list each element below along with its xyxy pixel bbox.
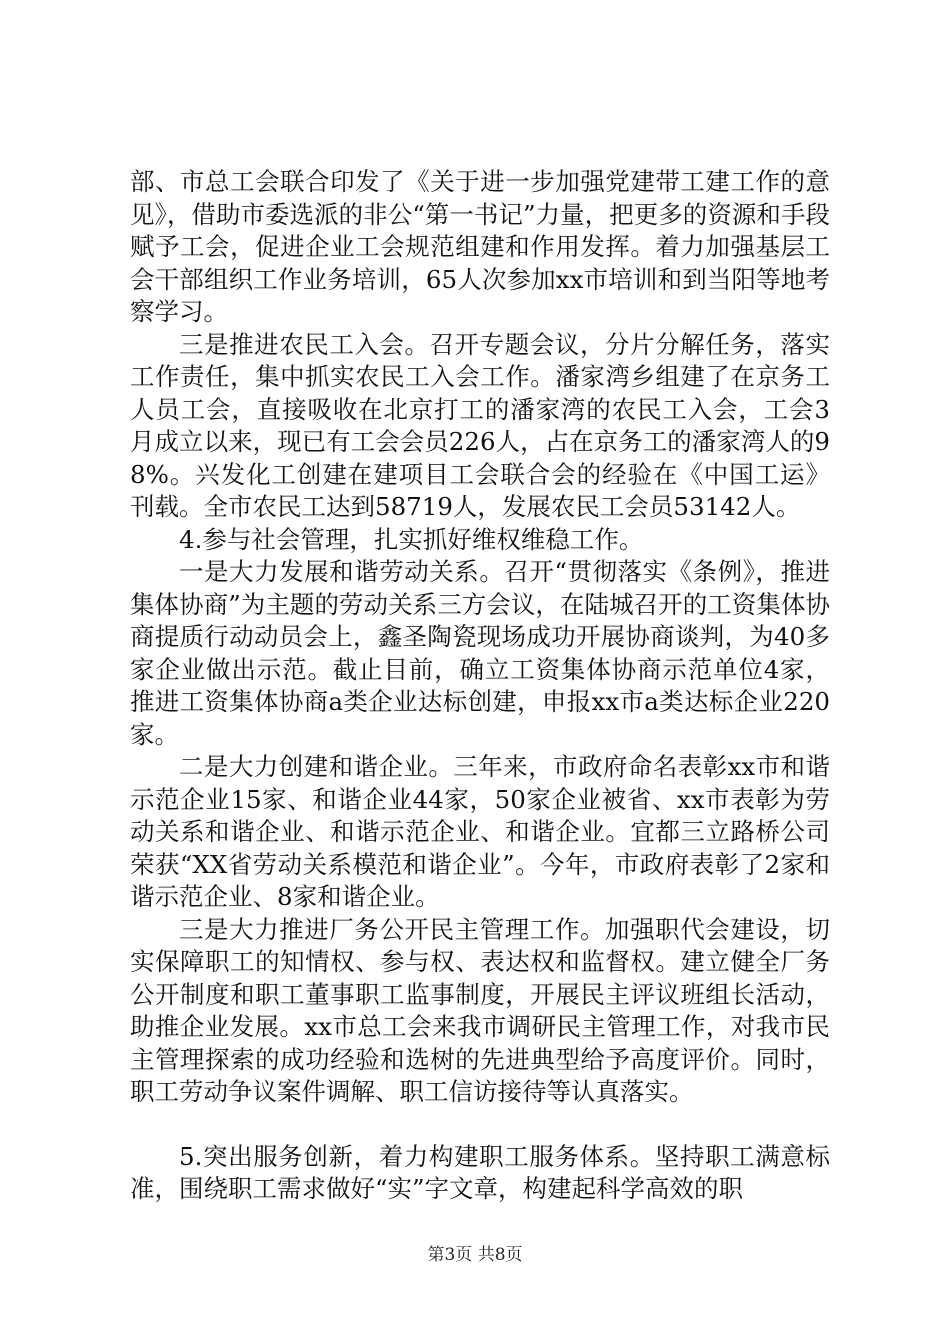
paragraph-continuation: 部、市总工会联合印发了《关于进一步加强党建带工建工作的意见》，借助市委选派的非公“第一书记”力量，把更多的资源和手段赋予工会，促进企业工会规范组建和作用发挥。着力加强基层工会干部组织工作业务培训，65人次参加xx市培训和到当阳等地考察学习。 bbox=[130, 167, 830, 326]
paragraph-harmonious-enterprises: 二是大力创建和谐企业。三年来，市政府命名表彰xx市和谐示范企业15家、和谐企业44家，50家企业被省、xx市表彰为劳动关系和谐企业、和谐示范企业、和谐企业。宜都三立路桥公司荣获“XX省劳动关系模范和谐企业”。今年，市政府表彰了2家和谐示范企业、8家和谐企业。 bbox=[130, 752, 830, 911]
paragraph-labor-relations: 一是大力发展和谐劳动关系。召开“贯彻落实《条例》，推进集体协商”为主题的劳动关系三方会议，在陆城召开的工资集体协商提质行动动员会上，鑫圣陶瓷现场成功开展协商谈判，为40多家企业做出示范。截止目前，确立工资集体协商示范单位4家，推进工资集体协商a类企业达标创建，申报xx市a类达标企业220家。 bbox=[130, 557, 830, 749]
section-heading-5: 5.突出服务创新，着力构建职工服务体系。坚持职工满意标准，围绕职工需求做好“实”字文章，构建起科学高效的职 bbox=[130, 1141, 830, 1203]
paragraph-democratic-management: 三是大力推进厂务公开民主管理工作。加强职代会建设，切实保障职工的知情权、参与权、表达权和监督权。建立健全厂务公开制度和职工董事职工监事制度，开展民主评议班组长活动，助推企业发展。xx市总工会来我市调研民主管理工作，对我市民主管理探索的成功经验和选树的先进典型给予高度评价。同时，职工劳动争议案件调解、职工信访接待等认真落实。 bbox=[130, 914, 830, 1106]
document-body bbox=[130, 166, 830, 1206]
paragraph-migrant-workers: 三是推进农民工入会。召开专题会议，分片分解任务，落实工作责任，集中抓实农民工入会工作。潘家湾乡组建了在京务工人员工会，直接吸收在北京打工的潘家湾的农民工入会，工会3月成立以来，现已有工会会员226人，占在京务工的潘家湾人的98%。兴发化工创建在建项目工会联合会的经验在《中国工运》刊载。全市农民工达到58719人，发展农民工会员53142人。 bbox=[130, 329, 830, 521]
section-heading-4: 4.参与社会管理，扎实抓好维权维稳工作。 bbox=[179, 524, 644, 554]
page-number-footer: 第3页 共8页 bbox=[427, 1245, 523, 1265]
